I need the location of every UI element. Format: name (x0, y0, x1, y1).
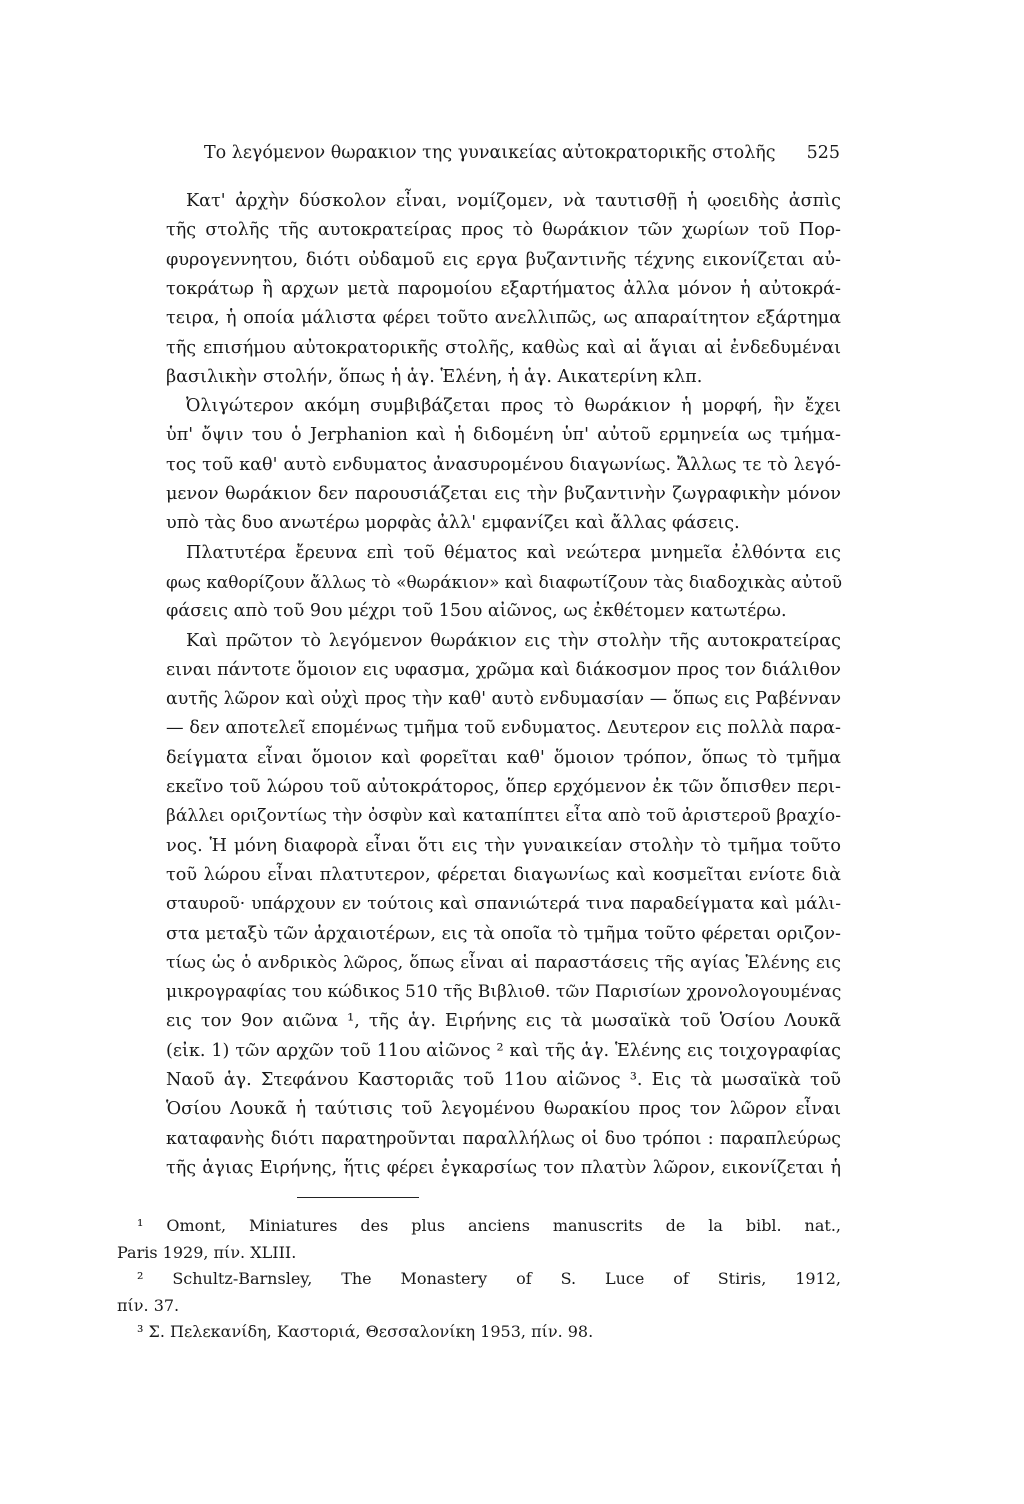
text-line: δείγματα εἶναι ὅμοιον καὶ φορεῖται καθ' ὅμοιον τρόπον, ὅπως τὸ τμῆμα (166, 747, 841, 768)
text-line: μικρογραφίας του κώδικος 510 τῆς Βιβλιοθ. τῶν Παρισίων χρονολογουμένας (166, 982, 842, 1003)
text-line: φάσεις απὸ τοῦ 9ου μέχρι τοῦ 15ου αἰῶνος, ως ἐκθέτομεν κατωτέρω. (166, 601, 787, 622)
text-line: τος τοῦ καθ' αυτὸ ενδυματος ἀνασυρομένου διαγωνίως. Ἄλλως τε τὸ λεγό- (166, 454, 841, 475)
text-line: βασιλικὴν στολήν, ὅπως ἡ ἁγ. Ἑλένη, ἡ ἁγ. Αικατερίνη κλπ. (166, 366, 703, 387)
text-line: τῆς στολῆς τῆς αυτοκρατείρας προς τὸ θωράκιον τῶν χωρίων τοῦ Πορ- (166, 220, 841, 241)
text-line: καταφανὴς διότι παρατηροῦνται παραλλήλως οἱ δυο τρόποι : παραπλεύρως (166, 1128, 841, 1149)
page-number: 525 (806, 143, 840, 163)
text-line: ὑπ' ὄψιν του ὁ Jerphanion καὶ ἡ διδομένη ὑπ' αὐτοῦ ερμηνεία ως τμήμα- (166, 425, 841, 446)
footnote-line: ¹ Omont, Miniatures des plus anciens manuscrits de la bibl. nat., (137, 1216, 841, 1236)
page-header (204, 143, 840, 169)
text-line: τοκράτωρ ἢ αρχων μετὰ παρομοίου εξαρτήματος ἀλλα μόνον ἡ αὐτοκρά- (166, 278, 841, 299)
text-line: εκεῖνο τοῦ λώρου τοῦ αὐτοκράτορος, ὅπερ ερχόμενον ἐκ τῶν ὄπισθεν περι- (166, 777, 841, 797)
text-line: τειρα, ἡ οποία μάλιστα φέρει τοῦτο ανελλιπῶς, ως απαραίτητον εξάρτημα (166, 308, 841, 329)
text-line: στα μεταξὺ τῶν ἀρχαιοτέρων, εις τὰ οποῖα τὸ τμῆμα τοῦτο φέρεται οριζον- (166, 923, 841, 944)
footnote-line: ³ Σ. Πελεκανίδη, Καστοριά, Θεσσαλονίκη 1953, πίν. 98. (137, 1322, 594, 1342)
text-line: βάλλει οριζοντίως τὴν ὀσφὺν καὶ καταπίπτει εἶτα απὸ τοῦ ἀριστεροῦ βραχίο- (166, 806, 841, 827)
text-line: Ὁσίου Λουκᾶ ἡ ταύτισις τοῦ λεγομένου θωρακίου προς τον λῶρον εἶναι (166, 1099, 841, 1120)
text-line: Ὀλιγώτερον ακόμη συμβιβάζεται προς τὸ θωράκιον ἡ μορφή, ἣν ἔχει (186, 396, 841, 417)
text-line: υπὸ τὰς δυο ανωτέρω μορφὰς ἀλλ' εμφανίζει καὶ ἄλλας φάσεις. (166, 513, 740, 534)
text-line: μενον θωράκιον δεν παρουσιάζεται εις τὴν βυζαντινὴν ζωγραφικὴν μόνον (166, 484, 841, 504)
text-line: — δεν αποτελεῖ επομένως τμῆμα τοῦ ενδυματος. Δευτερον εις πολλὰ παρα- (166, 718, 841, 739)
running-head: Το λεγόμενον θωρακιον της γυναικείας αὐτοκρατορικῆς στολῆς (204, 143, 776, 163)
footnote-line: ² Schultz-Barnsley, The Monastery of S. Luce of Stiris, 1912, (137, 1269, 841, 1289)
footnote-line: πίν. 37. (117, 1295, 180, 1315)
text-line: Κατ' ἀρχὴν δύσκολον εἶναι, νομίζομεν, νὰ ταυτισθῇ ἡ ῳοειδὴς ἀσπὶς (186, 191, 841, 211)
footnote-line: Paris 1929, πίν. XLIII. (117, 1242, 297, 1262)
text-line: νος. Ἡ μόνη διαφορὰ εἶναι ὅτι εις τὴν γυναικείαν στολὴν τὸ τμῆμα τοῦτο (166, 835, 841, 856)
text-line: τῆς επισήμου αὐτοκρατορικῆς στολῆς, καθὼς καὶ αἱ ἅγιαι αἱ ἐνδεδυμέναι (166, 337, 841, 358)
text-line: Ναοῦ ἁγ. Στεφάνου Καστοριᾶς τοῦ 11ου αἰῶνος ³. Εις τὰ μωσαϊκὰ τοῦ (166, 1070, 841, 1090)
text-line: τίως ὡς ὁ ανδρικὸς λῶρος, ὅπως εἶναι αἱ παραστάσεις τῆς αγίας Ἑλένης εις (166, 952, 841, 973)
text-line: φως καθορίζουν ἄλλως τὸ «θωράκιον» καὶ διαφωτίζουν τὰς διαδοχικὰς αὐτοῦ (166, 571, 843, 592)
text-line: εις τον 9ον αιῶνα ¹, τῆς ἁγ. Ειρήνης εις τὰ μωσαϊκὰ τοῦ Ὁσίου Λουκᾶ (166, 1011, 841, 1032)
text-line: τοῦ λώρου εἶναι πλατυτερον, φέρεται διαγωνίως καὶ κοσμεῖται ενίοτε διὰ (166, 864, 841, 885)
text-line: σταυροῦ· υπάρχουν εν τούτοις καὶ σπανιώτερά τινα παραδείγματα καὶ μάλι- (166, 894, 841, 915)
text-line: αυτῆς λῶρον καὶ οὐχὶ προς τὴν καθ' αυτὸ ενδυμασίαν — ὅπως εις Ραβένναν (166, 689, 841, 710)
text-line: ειναι πάντοτε ὅμοιον εις υφασμα, χρῶμα καὶ διάκοσμον προς τον διάλιθον (166, 659, 841, 680)
text-line: Καὶ πρῶτον τὸ λεγόμενον θωράκιον εις τὴν στολὴν τῆς αυτοκρατείρας (186, 630, 841, 651)
text-line: φυρογεννητου, διότι οὐδαμοῦ εις εργα βυζαντινῆς τέχνης εικονίζεται αὐ- (166, 249, 841, 270)
text-line: (εἰκ. 1) τῶν αρχῶν τοῦ 11ου αἰῶνος ² καὶ τῆς ἁγ. Ἑλένης εις τοιχογραφίας (166, 1040, 841, 1061)
text-line: Πλατυτέρα ἔρευνα επὶ τοῦ θέματος καὶ νεώτερα μνημεῖα ἐλθόντα εις (186, 542, 841, 563)
footnote-divider (297, 1197, 419, 1198)
text-line: τῆς ἁγιας Ειρήνης, ἥτις φέρει ἐγκαρσίως τον πλατὺν λῶρον, εικονίζεται ἡ (166, 1157, 841, 1178)
